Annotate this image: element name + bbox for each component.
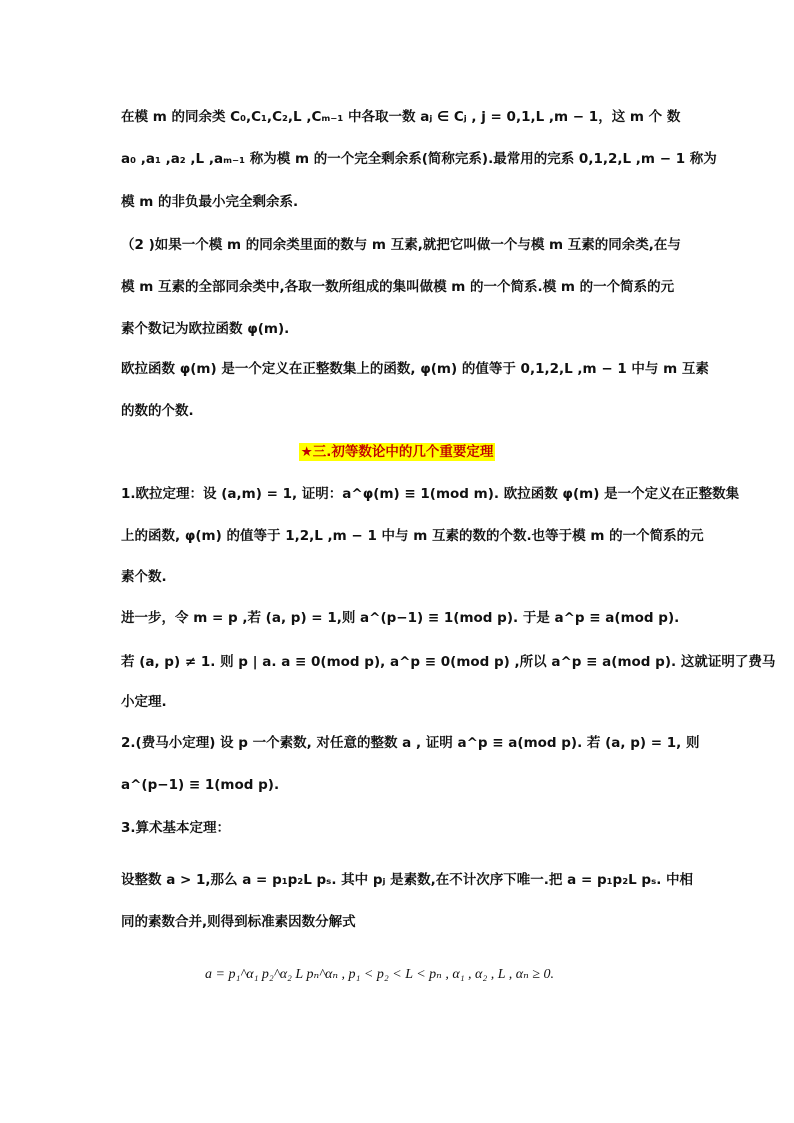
text-line: 素个数. bbox=[121, 569, 167, 585]
text-line: 小定理. bbox=[121, 694, 167, 710]
text-line: 1.欧拉定理：设 (a,m) = 1, 证明：a^φ(m) ≡ 1(mod m). 欧拉函数 φ(m) 是一个定义在正整数集 bbox=[121, 486, 740, 502]
text-line: 欧拉函数 φ(m) 是一个定义在正整数集上的函数, φ(m) 的值等于 0,1,2,L ,m − 1 中与 m 互素 bbox=[121, 361, 709, 377]
text-line: 模 m 的非负最小完全剩余系. bbox=[121, 194, 299, 210]
section-heading-row bbox=[0, 442, 794, 462]
section-heading: ★三.初等数论中的几个重要定理 bbox=[300, 444, 494, 460]
text-line: 模 m 互素的全部同余类中,各取一数所组成的集叫做模 m 的一个简系.模 m 的一个简系的元 bbox=[121, 279, 675, 295]
text-line: 设整数 a > 1,那么 a = p₁p₂L pₛ. 其中 pⱼ 是素数,在不计次序下唯一.把 a = p₁p₂L pₛ. 中相 bbox=[121, 872, 694, 888]
text-line: 在模 m 的同余类 C₀,C₁,C₂,L ,Cₘ₋₁ 中各取一数 aⱼ ∈ Cⱼ , j = 0,1,L ,m − 1，这 m 个 数 bbox=[121, 109, 681, 125]
text-line: a₀ ,a₁ ,a₂ ,L ,aₘ₋₁ 称为模 m 的一个完全剩余系(简称完系).最常用的完系 0,1,2,L ,m − 1 称为 bbox=[121, 151, 717, 167]
text-line: 2.(费马小定理) 设 p 一个素数, 对任意的整数 a , 证明 a^p ≡ a(mod p). 若 (a, p) = 1, 则 bbox=[121, 735, 700, 751]
text-line: 3.算术基本定理： bbox=[121, 820, 231, 836]
text-line: 进一步，令 m = p ,若 (a, p) = 1,则 a^(p−1) ≡ 1(mod p). 于是 a^p ≡ a(mod p). bbox=[121, 610, 680, 626]
text-line: （2 )如果一个模 m 的同余类里面的数与 m 互素,就把它叫做一个与模 m 互素的同余类,在与 bbox=[121, 237, 681, 253]
text-line: 素个数记为欧拉函数 φ(m). bbox=[121, 321, 290, 337]
text-line: a^(p−1) ≡ 1(mod p). bbox=[121, 777, 280, 793]
factorization-formula: a = p₁^α₁ p₂^α₂ L pₙ^αₙ , p₁ < p₂ < L < pₙ , α₁ , α₂ , L , αₙ ≥ 0. bbox=[205, 967, 555, 982]
text-line: 的数的个数. bbox=[121, 403, 194, 419]
text-line: 若 (a, p) ≠ 1. 则 p | a. a ≡ 0(mod p), a^p ≡ 0(mod p) ,所以 a^p ≡ a(mod p). 这就证明了费马 bbox=[121, 654, 776, 670]
text-line: 同的素数合并,则得到标准素因数分解式 bbox=[121, 914, 356, 930]
text-line: 上的函数, φ(m) 的值等于 1,2,L ,m − 1 中与 m 互素的数的个数.也等于模 m 的一个简系的元 bbox=[121, 528, 704, 544]
